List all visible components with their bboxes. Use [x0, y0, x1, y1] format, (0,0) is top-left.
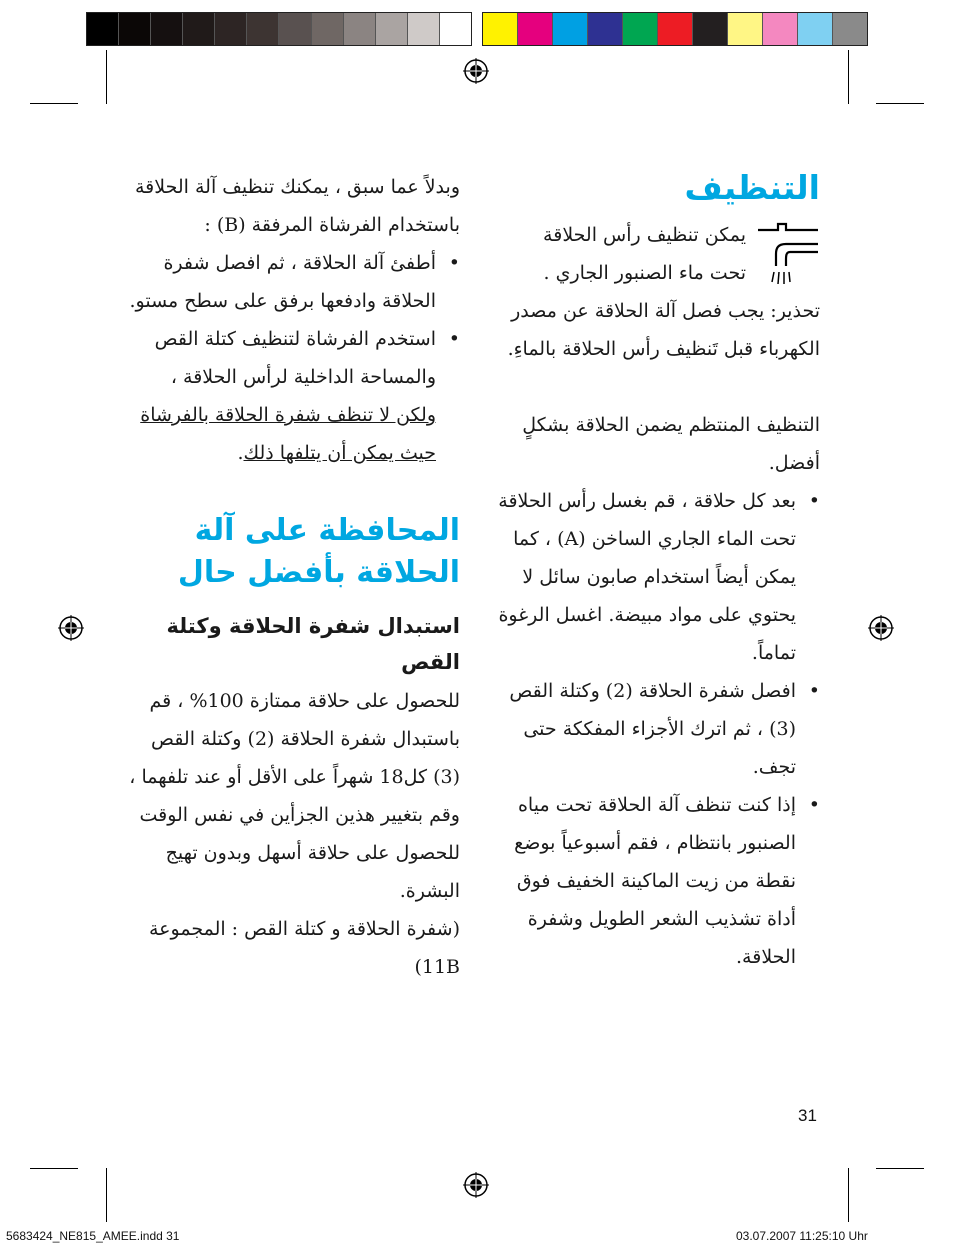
- page-number: 31: [798, 1106, 817, 1125]
- color-swatch: [658, 13, 693, 45]
- brush-and-maintenance-section: [128, 168, 460, 986]
- brush-intro-text: وبدلاً عما سبق ، يمكنك تنظيف آلة الحلاقة باستخدام الفرشاة المرفقة (B) :: [134, 176, 460, 236]
- color-swatch: [798, 13, 833, 45]
- intro-line-2: تحت ماء الصنبور الجاري .: [543, 262, 746, 284]
- brush-step-end: .: [237, 442, 244, 464]
- cleaning-section: [494, 168, 820, 976]
- list-item: [128, 320, 460, 472]
- color-swatch: [763, 13, 798, 45]
- color-swatch: [408, 13, 440, 45]
- brush-warning-underlined: ولكن لا تنظف شفرة الحلاقة بالفرشاة حيث يمكن أن يتلفها ذلك: [140, 404, 436, 464]
- crop-mark: [876, 103, 924, 104]
- color-swatch: [483, 13, 518, 45]
- color-swatch: [518, 13, 553, 45]
- footer-date: 03.07.2007 11:25:10 Uhr: [736, 1229, 868, 1243]
- color-swatch: [623, 13, 658, 45]
- color-swatch: [693, 13, 728, 45]
- color-swatch: [376, 13, 408, 45]
- cleaning-title: التنظيف: [684, 168, 820, 207]
- brush-steps-list: [128, 244, 460, 472]
- parts-text: (شفرة الحلاقة و كتلة القص : المجموعة 11B): [149, 918, 460, 978]
- crop-mark: [30, 1168, 78, 1169]
- process-color-bar: [482, 12, 868, 46]
- color-swatch: [344, 13, 376, 45]
- crop-mark: [106, 50, 107, 104]
- list-item: • بعد كل حلاقة ، قم بغسل رأس الحلاقة تحت الماء الجاري الساخن (A) ، كما يمكن أيضاً استخدام صابون سائل لا يحتوي على مواد مبيضة. اغسل الرغوة تماماً.: [494, 482, 820, 672]
- list-item: • افصل شفرة الحلاقة (2) وكتلة القص (3) ، ثم اترك الأجزاء المفككة حتى تجف.: [494, 672, 820, 786]
- crop-mark: [876, 1168, 924, 1169]
- list-item: • أطفئ آلة الحلاقة ، ثم افصل شفرة الحلاقة وادفعها برفق على سطح مستو.: [128, 244, 460, 320]
- color-swatch: [312, 13, 344, 45]
- color-swatch: [588, 13, 623, 45]
- footer-file-name: 5683424_NE815_AMEE.indd 31: [6, 1229, 180, 1243]
- brush-step-text: استخدم الفرشاة لتنظيف كتلة القص والمساحة الداخلية لرأس الحلاقة ،: [154, 328, 436, 388]
- color-swatch: [279, 13, 311, 45]
- registration-mark-icon: [868, 615, 894, 641]
- color-swatch: [119, 13, 151, 45]
- list-item: • إذا كنت تنظف آلة الحلاقة تحت مياه الصنبور بانتظام ، فقم أسبوعياً بوضع نقطة من زيت الماكينة الخفيف فوق أداة تشذيب الشعر الطويل وشفرة الحلاقة.: [494, 786, 820, 976]
- crop-mark: [106, 1168, 107, 1222]
- gray-color-bar: [86, 12, 472, 46]
- maintenance-title: المحافظة على آلة الحلاقة بأفضل حال: [177, 513, 460, 590]
- crop-mark: [848, 50, 849, 104]
- registration-mark-icon: [463, 58, 489, 84]
- color-swatch: [87, 13, 119, 45]
- water-tap-icon: [756, 222, 820, 292]
- replace-title: استبدال شفرة الحلاقة وكتلة القص: [166, 614, 460, 674]
- color-swatch: [215, 13, 247, 45]
- crop-mark: [848, 1168, 849, 1222]
- registration-mark-icon: [58, 615, 84, 641]
- registration-mark-icon: [463, 1172, 489, 1198]
- replace-text: للحصول على حلاقة ممتازة 100% ، قم باستبدال شفرة الحلاقة (2) وكتلة القص (3) كل18 شهراً على الأقل أو عند تلفهما ، وقم بتغيير هذين الجزأين في نفس الوقت للحصول على حلاقة أسهل وبدون تهيج البشرة.: [129, 690, 460, 902]
- regular-cleaning-text: التنظيف المنتظم يضمن الحلاقة بشكلٍ أفضل.: [522, 414, 820, 474]
- color-swatch: [728, 13, 763, 45]
- color-swatch: [440, 13, 471, 45]
- crop-mark: [30, 103, 78, 104]
- color-swatch: [553, 13, 588, 45]
- color-swatch: [183, 13, 215, 45]
- cleaning-steps-list: [494, 482, 820, 976]
- warning-text: تحذير: يجب فصل آلة الحلاقة عن مصدر الكهرباء قبل تَنظيف رأس الحلاقة بالماءِ.: [507, 300, 820, 360]
- color-swatch: [247, 13, 279, 45]
- color-swatch: [833, 13, 867, 45]
- intro-line-1: يمكن تنظيف رأس الحلاقة: [543, 224, 746, 246]
- color-swatch: [151, 13, 183, 45]
- cleaning-intro: [494, 216, 820, 292]
